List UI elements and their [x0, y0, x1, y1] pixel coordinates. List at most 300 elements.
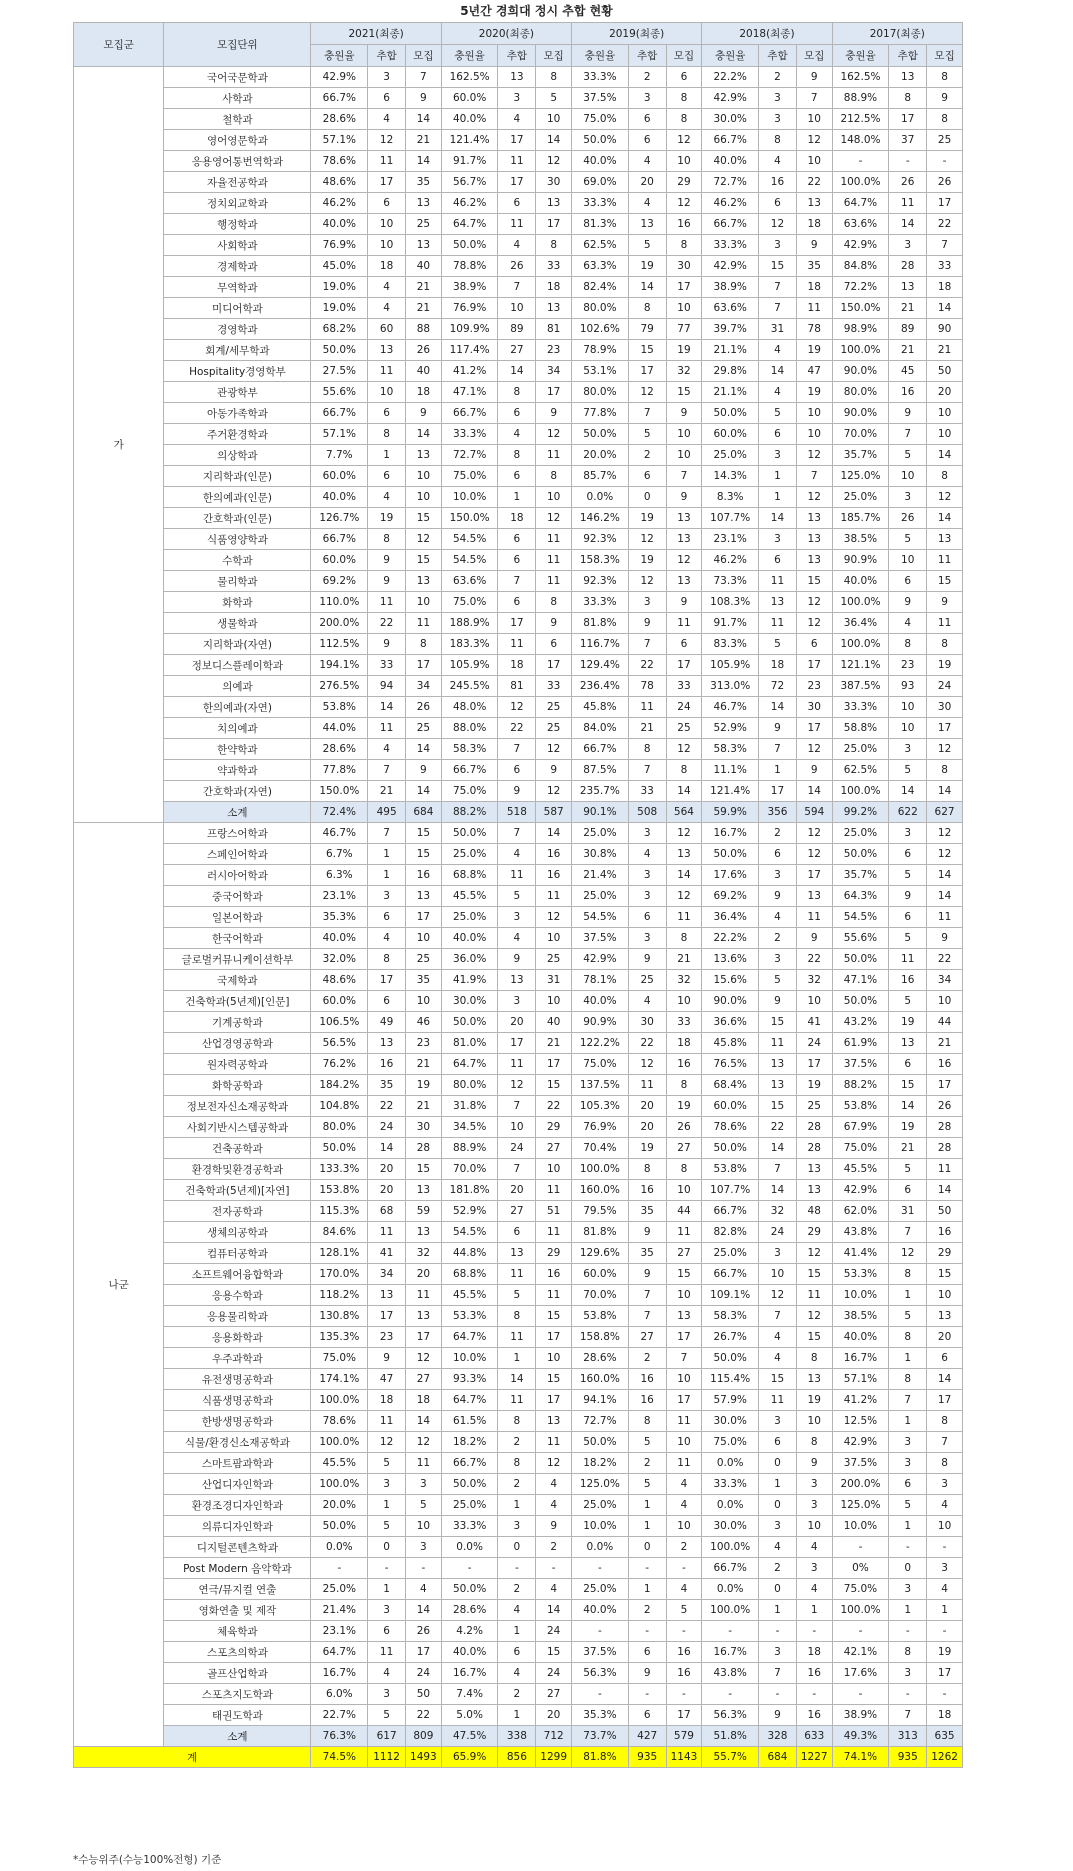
value-cell: 16.7% [311, 1663, 368, 1684]
value-cell: 15.6% [702, 970, 759, 991]
value-cell: 25.0% [832, 487, 889, 508]
value-cell: 13 [666, 571, 702, 592]
value-cell: 18 [796, 1642, 832, 1663]
value-cell: 41.9% [441, 970, 498, 991]
value-cell: 11 [368, 151, 406, 172]
value-cell: 0.0% [572, 487, 629, 508]
unit-cell: 치의예과 [164, 718, 311, 739]
value-cell: 77.8% [311, 760, 368, 781]
value-cell: 6 [368, 193, 406, 214]
value-cell: 12.5% [832, 1411, 889, 1432]
subtotal-cell: 617 [368, 1726, 406, 1747]
value-cell: 46.7% [702, 697, 759, 718]
value-cell: 81.8% [572, 613, 629, 634]
total-cell: 1262 [927, 1747, 963, 1768]
value-cell: 30 [796, 697, 832, 718]
value-cell: 22 [368, 613, 406, 634]
value-cell: 40.0% [311, 214, 368, 235]
value-cell: 7 [498, 571, 536, 592]
table-row [74, 1180, 963, 1201]
value-cell: 14 [927, 298, 963, 319]
value-cell: 3 [498, 907, 536, 928]
value-cell: 37.5% [832, 1054, 889, 1075]
value-cell: 35 [628, 1201, 666, 1222]
value-cell: 25.0% [572, 886, 629, 907]
value-cell: 22.7% [311, 1705, 368, 1726]
value-cell: 9 [889, 403, 927, 424]
value-cell: 9 [759, 718, 797, 739]
value-cell: 4 [368, 298, 406, 319]
value-cell: 49 [368, 1012, 406, 1033]
value-cell: 7 [628, 634, 666, 655]
value-cell: 27 [536, 1138, 572, 1159]
value-cell: - [572, 1558, 629, 1579]
value-cell: 11 [498, 1327, 536, 1348]
value-cell: 11 [536, 550, 572, 571]
value-cell: 21.4% [311, 1600, 368, 1621]
value-cell: 10 [666, 298, 702, 319]
value-cell: 35.3% [572, 1705, 629, 1726]
value-cell: 50.0% [702, 844, 759, 865]
value-cell: 10 [666, 151, 702, 172]
table-row [74, 298, 963, 319]
value-cell: 88.9% [441, 1138, 498, 1159]
value-cell: 19 [796, 340, 832, 361]
value-cell: 21 [406, 1096, 442, 1117]
value-cell: 7 [889, 1705, 927, 1726]
value-cell: 50.0% [572, 1432, 629, 1453]
value-cell: 13.6% [702, 949, 759, 970]
value-cell: 76.2% [311, 1054, 368, 1075]
value-cell: 15 [759, 256, 797, 277]
value-cell: 125.0% [832, 466, 889, 487]
value-cell: 75.0% [441, 592, 498, 613]
total-cell: 74.5% [311, 1747, 368, 1768]
value-cell: 18 [536, 277, 572, 298]
value-cell: 40.0% [311, 928, 368, 949]
value-cell: 13 [368, 1033, 406, 1054]
value-cell: 129.4% [572, 655, 629, 676]
value-cell: 50.0% [311, 1138, 368, 1159]
value-cell: 87.5% [572, 760, 629, 781]
table-row [74, 1474, 963, 1495]
value-cell: 32 [796, 970, 832, 991]
table-row [74, 676, 963, 697]
value-cell: 8 [889, 1642, 927, 1663]
unit-cell: 한약학과 [164, 739, 311, 760]
value-cell: 0.0% [702, 1453, 759, 1474]
value-cell: 16 [927, 1222, 963, 1243]
value-cell: 19 [628, 1138, 666, 1159]
value-cell: 6 [759, 1432, 797, 1453]
table-row [74, 592, 963, 613]
value-cell: 58.3% [702, 739, 759, 760]
value-cell: 75.0% [832, 1138, 889, 1159]
value-cell: 13 [796, 1159, 832, 1180]
value-cell: 11 [536, 1285, 572, 1306]
value-cell: 42.9% [832, 235, 889, 256]
value-cell: 15 [759, 1369, 797, 1390]
value-cell: 11 [368, 1222, 406, 1243]
value-cell: 1 [927, 1600, 963, 1621]
value-cell: 6 [498, 1642, 536, 1663]
value-cell: 188.9% [441, 613, 498, 634]
value-cell: 14 [498, 1369, 536, 1390]
value-cell: 48.0% [441, 697, 498, 718]
value-cell: 14 [368, 1138, 406, 1159]
value-cell: 73.3% [702, 571, 759, 592]
table-row [74, 928, 963, 949]
value-cell: 16 [536, 844, 572, 865]
value-cell: 91.7% [702, 613, 759, 634]
value-cell: 42.9% [572, 949, 629, 970]
value-cell: 6 [927, 1348, 963, 1369]
value-cell: 45.5% [311, 1453, 368, 1474]
value-cell: 14 [406, 151, 442, 172]
value-cell: 24 [536, 1663, 572, 1684]
subtotal-cell: 508 [628, 802, 666, 823]
value-cell: 21 [406, 1054, 442, 1075]
value-cell: 40.0% [832, 1327, 889, 1348]
value-cell: 85.7% [572, 466, 629, 487]
value-cell: 12 [406, 1348, 442, 1369]
value-cell: 28.6% [441, 1600, 498, 1621]
value-cell: 6 [889, 1474, 927, 1495]
unit-cell: 생물학과 [164, 613, 311, 634]
value-cell: 181.8% [441, 1180, 498, 1201]
value-cell: 42.1% [832, 1642, 889, 1663]
value-cell: 17 [666, 1390, 702, 1411]
value-cell: 10.0% [832, 1516, 889, 1537]
value-cell: 9 [628, 949, 666, 970]
value-cell: 1 [368, 445, 406, 466]
value-cell: 10 [796, 151, 832, 172]
header-year-2017: 2017(최종) [832, 23, 962, 45]
value-cell: 3 [927, 1558, 963, 1579]
value-cell: 12 [368, 1432, 406, 1453]
unit-cell: 철학과 [164, 109, 311, 130]
value-cell: 17 [666, 655, 702, 676]
value-cell: 10 [796, 991, 832, 1012]
value-cell: 17 [498, 1033, 536, 1054]
value-cell: 8 [889, 634, 927, 655]
value-cell: 78.6% [702, 1117, 759, 1138]
value-cell: 9 [927, 592, 963, 613]
value-cell: 11 [406, 613, 442, 634]
value-cell: 13 [536, 298, 572, 319]
value-cell: 5 [666, 1600, 702, 1621]
value-cell: 14 [536, 1600, 572, 1621]
value-cell: 66.7% [311, 88, 368, 109]
value-cell: 25 [628, 970, 666, 991]
value-cell: 5 [889, 760, 927, 781]
value-cell: 9 [666, 592, 702, 613]
value-cell: 75.0% [441, 466, 498, 487]
value-cell: 78.6% [311, 151, 368, 172]
value-cell: 30 [927, 697, 963, 718]
value-cell: 6 [368, 466, 406, 487]
value-cell: 11 [368, 592, 406, 613]
value-cell: 9 [889, 886, 927, 907]
subtotal-cell: 579 [666, 1726, 702, 1747]
value-cell: 14 [927, 865, 963, 886]
value-cell: 11 [498, 865, 536, 886]
unit-cell: 환경조경디자인학과 [164, 1495, 311, 1516]
unit-cell: 간호학과(인문) [164, 508, 311, 529]
unit-cell: 기계공학과 [164, 1012, 311, 1033]
unit-cell: 약과학과 [164, 760, 311, 781]
value-cell: 19 [889, 1012, 927, 1033]
value-cell: 4 [498, 1663, 536, 1684]
value-cell: 25 [536, 718, 572, 739]
value-cell: 17 [759, 781, 797, 802]
value-cell: 12 [796, 1306, 832, 1327]
unit-cell: 연극/뮤지컬 연출 [164, 1579, 311, 1600]
value-cell: 64.7% [441, 1390, 498, 1411]
value-cell: 0% [832, 1558, 889, 1579]
value-cell: 387.5% [832, 676, 889, 697]
unit-cell: 회계/세무학과 [164, 340, 311, 361]
sub-header-cell: 추합 [498, 45, 536, 67]
total-cell: 65.9% [441, 1747, 498, 1768]
unit-cell: 화학과 [164, 592, 311, 613]
table-row [74, 340, 963, 361]
value-cell: 4 [368, 277, 406, 298]
value-cell: 10 [889, 466, 927, 487]
value-cell: 12 [927, 739, 963, 760]
value-cell: 20.0% [311, 1495, 368, 1516]
total-cell: 81.8% [572, 1747, 629, 1768]
value-cell: 12 [796, 739, 832, 760]
value-cell: 14 [927, 1369, 963, 1390]
value-cell: 84.6% [311, 1222, 368, 1243]
value-cell: 16.7% [832, 1348, 889, 1369]
value-cell: 12 [666, 193, 702, 214]
value-cell: 15 [889, 1075, 927, 1096]
value-cell: 15 [796, 1327, 832, 1348]
value-cell: 24 [498, 1138, 536, 1159]
value-cell: 4 [759, 151, 797, 172]
value-cell: 8 [927, 760, 963, 781]
value-cell: 11 [628, 697, 666, 718]
value-cell: 14 [406, 1411, 442, 1432]
table-row [74, 256, 963, 277]
subtotal-cell: 47.5% [441, 1726, 498, 1747]
unit-cell: 생체의공학과 [164, 1222, 311, 1243]
value-cell: 10 [927, 1285, 963, 1306]
value-cell: 66.7% [441, 403, 498, 424]
value-cell: 6 [889, 1054, 927, 1075]
value-cell: 67.9% [832, 1117, 889, 1138]
value-cell: 8 [536, 466, 572, 487]
value-cell: 17 [796, 655, 832, 676]
value-cell: 19 [666, 340, 702, 361]
value-cell: 15 [406, 823, 442, 844]
value-cell: 9 [368, 1348, 406, 1369]
value-cell: 75.0% [572, 1054, 629, 1075]
value-cell: 100.0% [832, 781, 889, 802]
unit-cell: 유전생명공학과 [164, 1369, 311, 1390]
value-cell: 184.2% [311, 1075, 368, 1096]
value-cell: 1 [759, 1600, 797, 1621]
value-cell: 21.4% [572, 865, 629, 886]
value-cell: 133.3% [311, 1159, 368, 1180]
value-cell: 12 [796, 592, 832, 613]
value-cell: 3 [796, 1558, 832, 1579]
value-cell: 16 [628, 1390, 666, 1411]
value-cell: 56.3% [702, 1705, 759, 1726]
unit-cell: Hospitality경영학부 [164, 361, 311, 382]
value-cell: - [796, 1684, 832, 1705]
value-cell: 6 [889, 571, 927, 592]
value-cell: 17 [536, 382, 572, 403]
value-cell: 53.3% [832, 1264, 889, 1285]
value-cell: 32 [406, 1243, 442, 1264]
value-cell: 26 [889, 172, 927, 193]
value-cell: 10 [796, 1516, 832, 1537]
value-cell: 11 [498, 634, 536, 655]
value-cell: 9 [406, 88, 442, 109]
value-cell: 66.7% [441, 760, 498, 781]
value-cell: 13 [406, 1222, 442, 1243]
value-cell: 11 [536, 529, 572, 550]
value-cell: 17 [796, 865, 832, 886]
table-row [74, 382, 963, 403]
value-cell: 39.7% [702, 319, 759, 340]
value-cell: 12 [628, 571, 666, 592]
value-cell: 15 [406, 844, 442, 865]
value-cell: 16 [536, 865, 572, 886]
table-row [74, 151, 963, 172]
value-cell: 8 [927, 634, 963, 655]
value-cell: 17 [666, 277, 702, 298]
subtotal-cell: 635 [927, 1726, 963, 1747]
table-row [74, 277, 963, 298]
value-cell: 4 [628, 844, 666, 865]
value-cell: 16 [796, 1705, 832, 1726]
value-cell: 276.5% [311, 676, 368, 697]
value-cell: 66.7% [702, 130, 759, 151]
value-cell: 27.5% [311, 361, 368, 382]
value-cell: 11 [536, 1180, 572, 1201]
value-cell: 13 [536, 1411, 572, 1432]
value-cell: 76.9% [572, 1117, 629, 1138]
value-cell: 50.0% [832, 949, 889, 970]
value-cell: 25.0% [572, 1579, 629, 1600]
value-cell: 15 [406, 508, 442, 529]
value-cell: 8 [927, 1411, 963, 1432]
value-cell: 84.8% [832, 256, 889, 277]
value-cell: 50.0% [441, 1474, 498, 1495]
value-cell: 9 [759, 1705, 797, 1726]
unit-cell: 골프산업학과 [164, 1663, 311, 1684]
value-cell: 7.7% [311, 445, 368, 466]
value-cell: 6 [759, 193, 797, 214]
value-cell: 25 [796, 1096, 832, 1117]
value-cell: 88.9% [832, 88, 889, 109]
value-cell: 28.6% [311, 739, 368, 760]
value-cell: 13 [406, 571, 442, 592]
value-cell: 24 [406, 1663, 442, 1684]
value-cell: 11 [628, 1075, 666, 1096]
value-cell: 28 [927, 1138, 963, 1159]
value-cell: 20 [536, 1705, 572, 1726]
value-cell: 90.9% [572, 1012, 629, 1033]
value-cell: 0.0% [572, 1537, 629, 1558]
subtotal-cell: 495 [368, 802, 406, 823]
value-cell: 200.0% [311, 613, 368, 634]
value-cell: 9 [498, 781, 536, 802]
value-cell: 13 [498, 1243, 536, 1264]
value-cell: 24 [368, 1117, 406, 1138]
value-cell: 28 [927, 1117, 963, 1138]
value-cell: 53.8% [311, 697, 368, 718]
value-cell: 23 [406, 1033, 442, 1054]
value-cell: 10 [406, 592, 442, 613]
value-cell: 30 [666, 256, 702, 277]
value-cell: 41 [796, 1012, 832, 1033]
value-cell: 60 [368, 319, 406, 340]
table-row [74, 823, 963, 844]
value-cell: 36.4% [832, 613, 889, 634]
value-cell: 30.8% [572, 844, 629, 865]
value-cell: 3 [759, 88, 797, 109]
value-cell: 47 [368, 1369, 406, 1390]
value-cell: 24 [536, 1621, 572, 1642]
value-cell: 121.4% [702, 781, 759, 802]
value-cell: 10 [406, 928, 442, 949]
value-cell: 5 [536, 88, 572, 109]
value-cell: 25 [927, 130, 963, 151]
value-cell: 5 [889, 1159, 927, 1180]
value-cell: 27 [536, 1684, 572, 1705]
value-cell: 4 [498, 844, 536, 865]
table-row [74, 466, 963, 487]
page-title: 5년간 경희대 정시 추합 현황 [460, 4, 613, 18]
subtotal-cell: 49.3% [832, 1726, 889, 1747]
value-cell: 9 [796, 1453, 832, 1474]
table-row [74, 1285, 963, 1306]
value-cell: 10 [368, 382, 406, 403]
value-cell: 13 [406, 235, 442, 256]
value-cell: 26 [406, 1621, 442, 1642]
value-cell: 107.7% [702, 1180, 759, 1201]
value-cell: 3 [759, 529, 797, 550]
total-cell: 935 [889, 1747, 927, 1768]
value-cell: 5 [628, 1432, 666, 1453]
value-cell: 50.0% [572, 424, 629, 445]
value-cell: 8 [927, 67, 963, 88]
value-cell: 23.1% [311, 886, 368, 907]
value-cell: 33 [628, 781, 666, 802]
value-cell: 19 [628, 508, 666, 529]
unit-cell: 경영학과 [164, 319, 311, 340]
table-row [74, 1642, 963, 1663]
value-cell: 29.8% [702, 361, 759, 382]
value-cell: 50.0% [311, 1516, 368, 1537]
unit-cell: 디지털콘텐츠학과 [164, 1537, 311, 1558]
value-cell: 64.7% [441, 1327, 498, 1348]
value-cell: 40.0% [311, 487, 368, 508]
value-cell: 4 [628, 193, 666, 214]
value-cell: 6 [498, 592, 536, 613]
value-cell: 4 [628, 991, 666, 1012]
value-cell: 17 [536, 655, 572, 676]
value-cell: 57.1% [311, 130, 368, 151]
value-cell: 50.0% [572, 130, 629, 151]
value-cell: 7 [498, 823, 536, 844]
value-cell: 90.0% [832, 361, 889, 382]
